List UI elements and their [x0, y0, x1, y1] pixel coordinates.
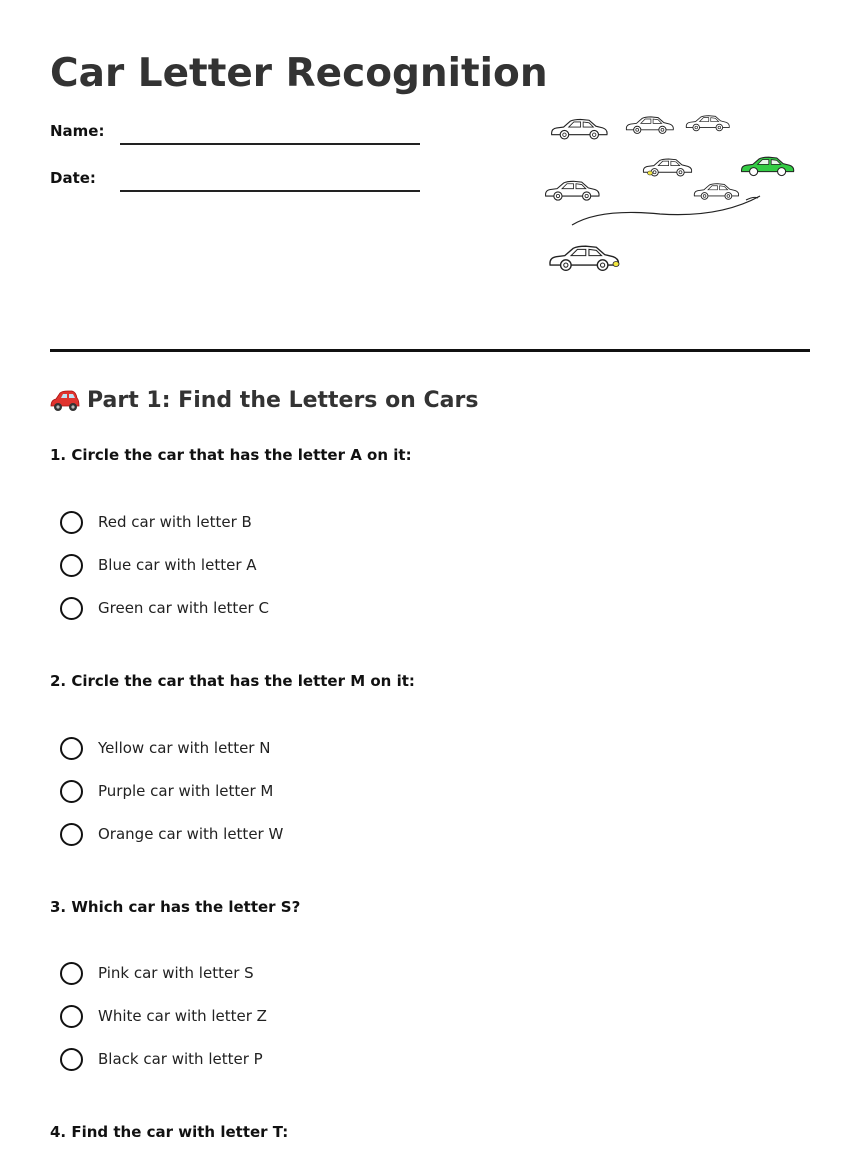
- option-q2-b[interactable]: [60, 778, 273, 804]
- red-car-icon: [50, 389, 80, 413]
- option-q1-c[interactable]: [60, 595, 269, 621]
- radio-circle[interactable]: [60, 962, 83, 985]
- radio-circle[interactable]: [60, 597, 83, 620]
- radio-circle[interactable]: [60, 1048, 83, 1071]
- part1-heading-text: Part 1: Find the Letters on Cars: [87, 388, 479, 413]
- question-1: 1. Circle the car that has the letter A on it:: [50, 446, 412, 464]
- radio-circle[interactable]: [60, 554, 83, 577]
- option-label: Red car with letter B: [98, 513, 252, 531]
- option-label: White car with letter Z: [98, 1007, 267, 1025]
- part1-heading: [50, 388, 478, 413]
- worksheet-title: Car Letter Recognition: [50, 51, 548, 96]
- option-q2-a[interactable]: [60, 735, 270, 761]
- option-label: Yellow car with letter N: [98, 739, 271, 757]
- option-label: Purple car with letter M: [98, 782, 274, 800]
- option-q2-c[interactable]: [60, 821, 283, 847]
- date-line[interactable]: [120, 190, 420, 192]
- option-q1-b[interactable]: [60, 552, 257, 578]
- option-q3-a[interactable]: [60, 960, 254, 986]
- option-q3-b[interactable]: [60, 1003, 267, 1029]
- option-q1-a[interactable]: [60, 509, 252, 535]
- radio-circle[interactable]: [60, 737, 83, 760]
- option-q3-c[interactable]: [60, 1046, 263, 1072]
- option-label: Green car with letter C: [98, 599, 269, 617]
- cars-illustration: [540, 108, 810, 283]
- radio-circle[interactable]: [60, 780, 83, 803]
- name-line[interactable]: [120, 143, 420, 145]
- section-divider: [50, 349, 810, 352]
- option-label: Blue car with letter A: [98, 556, 257, 574]
- question-4: 4. Find the car with letter T:: [50, 1123, 289, 1141]
- radio-circle[interactable]: [60, 1005, 83, 1028]
- question-3: 3. Which car has the letter S?: [50, 898, 301, 916]
- question-2: 2. Circle the car that has the letter M on it:: [50, 672, 415, 690]
- option-label: Orange car with letter W: [98, 825, 284, 843]
- option-label: Black car with letter P: [98, 1050, 263, 1068]
- date-label: Date:: [50, 169, 96, 187]
- radio-circle[interactable]: [60, 511, 83, 534]
- option-label: Pink car with letter S: [98, 964, 254, 982]
- radio-circle[interactable]: [60, 823, 83, 846]
- name-label: Name:: [50, 122, 105, 140]
